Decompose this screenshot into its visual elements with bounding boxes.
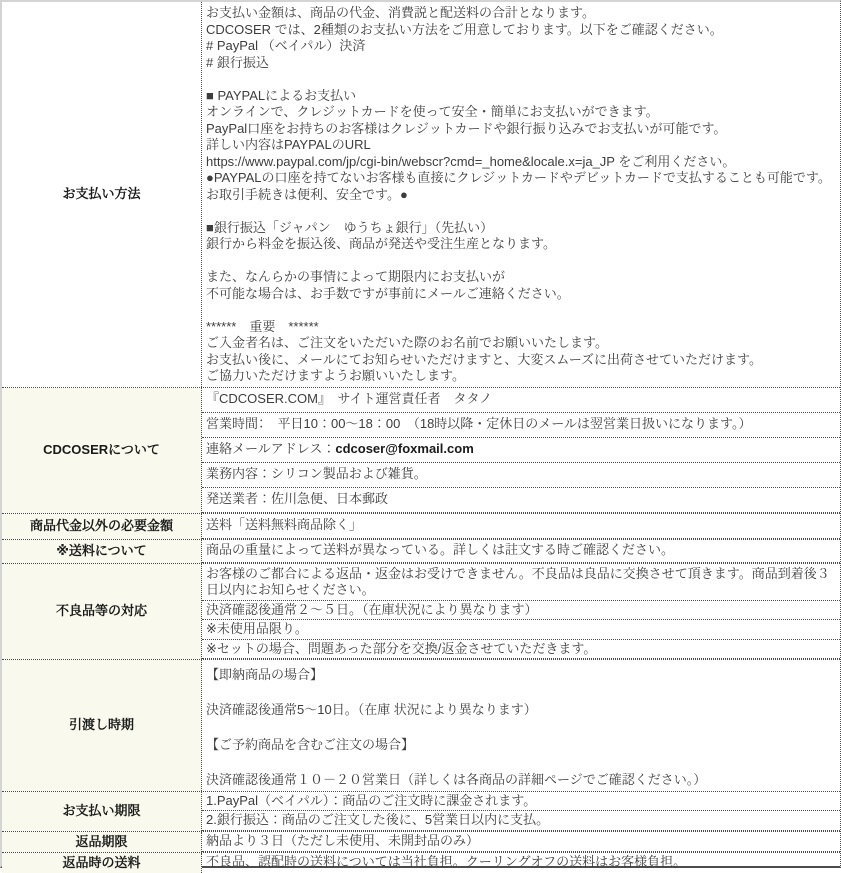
contact-email-label: 連絡メールアドレス： <box>206 441 336 457</box>
header-payment-method: お支払い方法 <box>2 2 202 387</box>
text-line: ■ PAYPALによるお支払い <box>206 87 357 103</box>
text-line: オンラインで、クレジットカードを使って安全・簡単にお支払いができます。 <box>206 104 659 119</box>
row-delivery-time <box>2 659 840 791</box>
row-about-cdcoser <box>2 387 840 513</box>
preorder-case-heading: 【ご予約商品を含むご注文の場合】 <box>206 737 415 752</box>
text-line: 不可能な場合は、お手数ですが事前にメールご連絡ください。 <box>206 285 570 301</box>
row-extra-charges <box>2 513 840 539</box>
blank-line <box>206 253 838 270</box>
in-stock-delivery-text: 決済確認後通常5～10日。（在庫 状況により異なります） <box>206 702 537 717</box>
text-line: お取引手続きは便利、安全です。● <box>206 186 408 202</box>
shipping-note-text: 商品の重量によって送料が異なっている。詳しくは註文する時ご確認ください。 <box>202 540 840 563</box>
row-payment-deadline <box>2 791 840 831</box>
blank-line <box>206 203 838 220</box>
header-return-deadline: 返品期限 <box>2 832 202 852</box>
header-defective-items: 不良品等の対応 <box>2 564 202 660</box>
blank-line <box>206 754 838 772</box>
paypal-url-text: https://www.paypal.com/jp/cgi-bin/webscr?cmd=_home&locale.x=ja_JP をご利用ください。 <box>206 153 736 169</box>
header-delivery-time: 引渡し時期 <box>2 660 202 791</box>
about-cdcoser-content <box>202 388 840 513</box>
payment-deadline-content <box>202 792 840 831</box>
shipping-fee-text: 送料「送料無料商品除く」 <box>202 514 840 539</box>
return-policy-text: お客様のご都合による返品・返金はお受けできません。不良品は良品に交換させて頂きます。商品到着後３日以内にお知らせください。 <box>202 564 840 601</box>
text-line: # 銀行振込 <box>206 54 269 70</box>
header-extra-charges: 商品代金以外の必要金額 <box>2 514 202 539</box>
shipping-carriers-text: 発送業者：佐川急便、日本郵政 <box>202 488 840 513</box>
text-line: # PayPal （ベイパル）決済 <box>206 38 366 53</box>
extra-charges-content <box>202 514 840 539</box>
business-description-text: 業務内容：シリコン製品および雑貨。 <box>202 463 840 488</box>
row-shipping-note <box>2 539 840 563</box>
defective-items-content <box>202 564 840 660</box>
payment-method-text-block <box>202 2 840 387</box>
shipping-note-content <box>202 540 840 563</box>
blank-line <box>206 719 838 737</box>
text-line: お支払い金額は、商品の代金、消費説と配送料の合計となります。 <box>206 5 595 20</box>
text-line: お支払い後に、メールにてお知らせいただけますと、大変スムーズに出荷させていただけます。 <box>206 351 763 367</box>
blank-line <box>206 302 838 319</box>
payment-method-content <box>202 2 840 387</box>
header-return-shipping: 返品時の送料 <box>2 853 202 873</box>
row-return-deadline <box>2 831 840 852</box>
text-line: PayPal口座をお持ちのお客様はクレジットカードや銀行振り込みでお支払いが可能です。 <box>206 120 727 136</box>
bank-transfer-deadline-text: 2.銀行振込：商品のご注文した後に、5営業日以内に支払。 <box>202 811 840 831</box>
text-line: 詳しい内容はPAYPALのURL <box>206 137 371 152</box>
business-hours-text: 営業時間： 平日10：00～18：00 （18時以降・定休日のメールは翌営業日扱いになります。） <box>202 413 840 438</box>
blank-line <box>206 71 838 88</box>
delivery-time-text-block <box>202 660 840 791</box>
paypal-deadline-text: 1.PayPal（ベイパル）：商品のご注文時に課金されます。 <box>202 792 840 812</box>
contact-email-row <box>202 438 840 463</box>
delivery-time-content <box>202 660 840 791</box>
blank-line <box>206 684 838 702</box>
header-about-cdcoser: CDCOSERについて <box>2 388 202 513</box>
exchange-time-text: 決済確認後通常２～５日。（在庫状況により異なります） <box>202 601 840 621</box>
return-shipping-content <box>202 853 840 873</box>
text-line: また、なんらかの事情によって期限内にお支払いが <box>206 269 506 284</box>
preorder-delivery-text: 決済確認後通常１０－２０営業日（詳しくは各商品の詳細ページでご確認ください。） <box>206 772 707 787</box>
header-payment-deadline: お支払い期限 <box>2 792 202 831</box>
site-operator-text: 『CDCOSER.COM』 サイト運営責任者 タタノ <box>202 388 840 413</box>
text-line: ご協力いただけますようお願いいたします。 <box>206 368 465 383</box>
row-payment-method <box>2 2 840 387</box>
return-deadline-content <box>202 832 840 852</box>
return-shipping-text: 不良品、誤配時の送料については当社負担。クーリングオフの送料はお客様負担。 <box>206 854 687 870</box>
text-line: ■銀行振込「ジャパン ゆうちょ銀行」（先払い） <box>206 219 494 235</box>
row-defective-items <box>2 563 840 660</box>
row-return-shipping <box>2 852 840 873</box>
return-deadline-text: 納品より３日（ただし未使用、未開封品のみ） <box>202 832 840 852</box>
text-line: CDCOSER では、2種類のお支払い方法をご用意しております。以下をご確認ください。 <box>206 21 723 37</box>
text-line: ご入金者名は、ご注文をいただいた際のお名前でお願いいたします。 <box>206 335 608 350</box>
header-shipping-note: ※送料について <box>2 540 202 563</box>
contact-email: cdcoser@foxmail.com <box>335 441 474 457</box>
text-line: ●PAYPALの口座を持てないお客様も直接にクレジットカードやデビットカードで支払することも可能です。 <box>206 170 831 185</box>
text-line: 銀行から料金を振込後、商品が発送や受注生産となります。 <box>206 236 556 251</box>
in-stock-case-heading: 【即納商品の場合】 <box>206 667 324 682</box>
set-exchange-text: ※セットの場合、問題あった部分を交換/返金させていただきます。 <box>202 640 840 660</box>
important-notice-heading: ****** 重要 ****** <box>206 318 319 334</box>
unused-only-text: ※未使用品限り。 <box>202 620 840 640</box>
